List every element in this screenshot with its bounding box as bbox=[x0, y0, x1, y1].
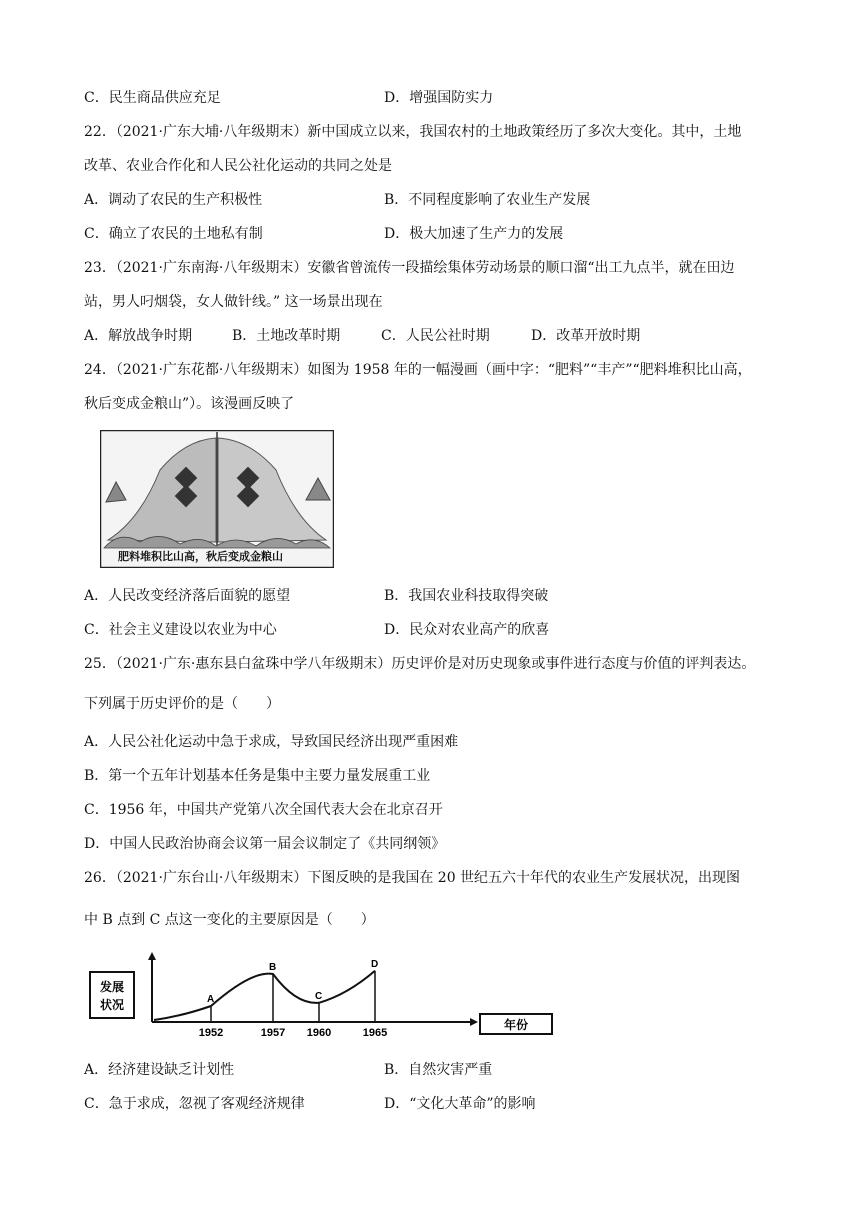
q22-option-d: D．极大加速了生产力的发展 bbox=[384, 226, 564, 242]
q24-option-b: B．我国农业科技取得突破 bbox=[384, 588, 549, 604]
q24-cartoon bbox=[100, 430, 334, 568]
q25-option-d: D．中国人民政治协商会议第一届会议制定了《共同纲领》 bbox=[84, 836, 446, 852]
q26-option-a: A．经济建设缺乏计划性 bbox=[84, 1062, 235, 1078]
q21-option-d: D．增强国防实力 bbox=[384, 90, 494, 106]
chart-xlabel: 年份 bbox=[503, 1018, 529, 1032]
q26-stem-line2: 中 B 点到 C 点这一变化的主要原因是（ ） bbox=[84, 912, 375, 928]
chart-point-label-B: B bbox=[269, 962, 277, 973]
q23-stem-line1: 23．（2021·广东南海·八年级期末）安徽省曾流传一段描绘集体劳动场景的顺口溜“出工九点半，就在田边 bbox=[84, 260, 735, 276]
q26-chart bbox=[88, 948, 558, 1042]
q24-stem-line2: 秋后变成金粮山”）。该漫画反映了 bbox=[84, 396, 295, 412]
q24-option-c: C．社会主义建设以农业为中心 bbox=[84, 622, 277, 638]
q22-option-a: A．调动了农民的生产积极性 bbox=[84, 192, 263, 208]
q23-stem-line2: 站，男人叼烟袋，女人做针线。” 这一场景出现在 bbox=[84, 294, 383, 310]
q22-option-c: C．确立了农民的土地私有制 bbox=[84, 226, 263, 242]
q22-stem-line1: 22．（2021·广东大埔·八年级期末）新中国成立以来，我国农村的土地政策经历了多次大变化。其中，土地 bbox=[84, 124, 742, 140]
q22-option-b: B．不同程度影响了农业生产发展 bbox=[384, 192, 591, 208]
x-axis-arrow-icon bbox=[470, 1018, 478, 1026]
q23-option-a: A．解放战争时期 bbox=[84, 328, 193, 344]
chart-x-tick-1965: 1965 bbox=[362, 1027, 388, 1039]
chart-x-tick-1952: 1952 bbox=[198, 1027, 224, 1039]
chart-series-line bbox=[154, 971, 375, 1020]
q24-option-a: A．人民改变经济落后面貌的愿望 bbox=[84, 588, 291, 604]
q24-option-d: D．民众对农业高产的欣喜 bbox=[384, 622, 550, 638]
chart-ylabel-2: 状况 bbox=[99, 998, 125, 1012]
q25-stem-line1: 25．（2021·广东·惠东县白盆珠中学八年级期末）历史评价是对历史现象或事件进行态度与价值的评判表达。 bbox=[84, 656, 756, 672]
q25-option-b: B．第一个五年计划基本任务是集中主要力量发展重工业 bbox=[84, 768, 431, 784]
q26-option-d: D．“文化大革命”的影响 bbox=[384, 1096, 536, 1112]
q24-stem-line1: 24．（2021·广东花都·八年级期末）如图为 1958 年的一幅漫画（画中字：“肥料”“丰产”“肥料堆积比山高， bbox=[84, 362, 752, 378]
q23-option-b: B．土地改革时期 bbox=[232, 328, 341, 344]
chart-ylabel-1: 发展 bbox=[99, 980, 125, 994]
y-axis-arrow-icon bbox=[148, 952, 156, 960]
q26-option-b: B．自然灾害严重 bbox=[384, 1062, 493, 1078]
chart-point-label-D: D bbox=[371, 958, 379, 970]
q25-option-a: A．人民公社化运动中急于求成，导致国民经济出现严重困难 bbox=[84, 734, 459, 750]
q25-stem-line2: 下列属于历史评价的是（ ） bbox=[84, 696, 280, 712]
q21-option-c: C．民生商品供应充足 bbox=[84, 90, 221, 106]
q23-option-d: D．改革开放时期 bbox=[531, 328, 641, 344]
cartoon-caption: 肥料堆积比山高，秋后变成金粮山 bbox=[118, 550, 283, 563]
q26-stem-line1: 26．（2021·广东台山·八年级期末）下图反映的是我国在 20 世纪五六十年代的农业生产发展状况，出现图 bbox=[84, 870, 741, 886]
chart-point-label-C: C bbox=[315, 990, 323, 1002]
chart-x-tick-1960: 1960 bbox=[306, 1027, 332, 1039]
development-chart bbox=[88, 948, 558, 1042]
q26-option-c: C．急于求成，忽视了客观经济规律 bbox=[84, 1096, 305, 1112]
chart-point-label-A: A bbox=[207, 994, 215, 1005]
q25-option-c: C．1956 年，中国共产党第八次全国代表大会在北京召开 bbox=[84, 802, 443, 818]
q23-option-c: C．人民公社时期 bbox=[381, 328, 490, 344]
chart-x-tick-1957: 1957 bbox=[260, 1027, 286, 1039]
q22-stem-line2: 改革、农业合作化和人民公社化运动的共同之处是 bbox=[84, 158, 392, 174]
